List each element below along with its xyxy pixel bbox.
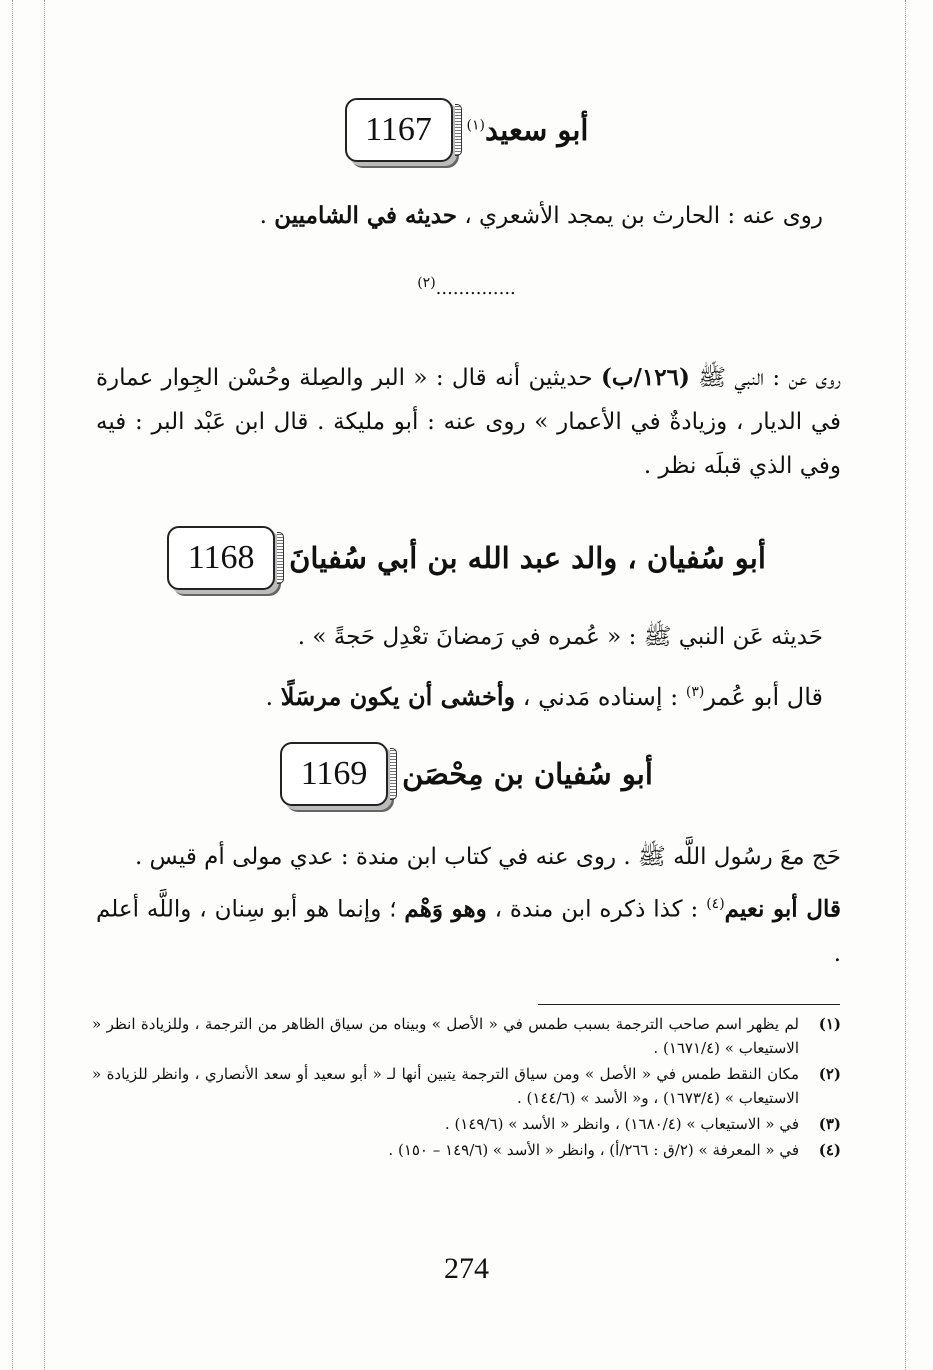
footnote: (١) لم يظهر اسم صاحب الترجمة بسبب طمس في « الأصل » وبيناه من سياق الظاهر من الترجمة ، وللزيادة انظر « الاستيعاب » (١٦٧١/٤) . [92, 1015, 841, 1057]
margin-guide-right [905, 0, 906, 1370]
entry-1169-text: حَج معَ رسُول اللَّه ﷺ . روى عنه في كتاب ابن مندة : عدي مولى أم قيس . [134, 844, 841, 870]
entry-number: 1168 [187, 539, 255, 576]
unnamed-entry-heading: ..............$^{(٢)}$ [417, 275, 516, 299]
footnote: (٤) في « المعرفة » (٢/ق : ٢٦٦/أ) ، وانظر « الأسد » (١٤٩/٦ – ١٥٠) . [388, 1141, 841, 1159]
entry-heading-1168 [0, 526, 933, 590]
footnotes [92, 1012, 841, 1164]
margin-guide-left [12, 0, 13, 1370]
footnote: (٣) في « الاستيعاب » (١٦٨٠/٤) ، وانظر « الأسد » (١٤٩/٦) . [444, 1115, 841, 1133]
entry-number-box [167, 526, 275, 590]
entry-title: أبو سُفيان ، والد عبد الله بن أبي سُفيانَ [289, 541, 766, 575]
entry-number: 1169 [300, 755, 368, 792]
entry-1167-text: روى عنه : الحارث بن يمجد الأشعري ، حديثه في الشاميين . [259, 202, 823, 229]
margin-guide-left-inner [44, 0, 45, 1370]
entry-number: 1167 [365, 111, 432, 148]
entry-number-box [280, 742, 388, 806]
entry-heading-1169 [0, 742, 933, 806]
entry-1168-hadith: حَديثه عَن النبي ﷺ : « عُمره في رَمضانَ تعْدِل حَجةً » . [297, 624, 823, 650]
unnamed-entry-text: روى عن : النبي ﷺ (١٢٦/ب) حديثين أنه قال : « البر والصِلة وحُسْن الجِوار عمارة في الديار ، وزيادةٌ في الأعمار » روى عنه : أبو مليكة . قال ابن عَبْد البر : فيه وفي الذي قبلَه نظر . [96, 364, 841, 479]
entry-1169-comment: قال أبو نعيم$^{(٤)}$ : كذا ذكره ابن مندة ، وهو وَهْم ؛ وإنما هو أبو سِنان ، واللَّه أعلم . [96, 895, 841, 967]
footnote: (٢) مكان النقط طمس في « الأصل » ومن سياق الترجمة يتبين أنها لـ « أبو سعيد أو سعد الأنصاري ، وانظر للزيادة « الاستيعاب » (١٦٧٣/٤) ، و« الأسد » (١٤٤/٦) . [92, 1065, 841, 1107]
entry-number-box [345, 98, 453, 162]
entry-title: أبو سُفيان بن مِحْصَن [402, 757, 653, 791]
page-number: 274 [444, 1252, 489, 1285]
entry-heading-1167 [0, 98, 933, 162]
entry-1168-comment: قال أبو عُمر$^{(٣)}$ : إسناده مَدني ، وأخشى أن يكون مرسَلًا . [265, 682, 823, 711]
entry-title: أبو سعيد$^{(١)}$ [466, 113, 589, 147]
footnote-separator [538, 1004, 840, 1005]
